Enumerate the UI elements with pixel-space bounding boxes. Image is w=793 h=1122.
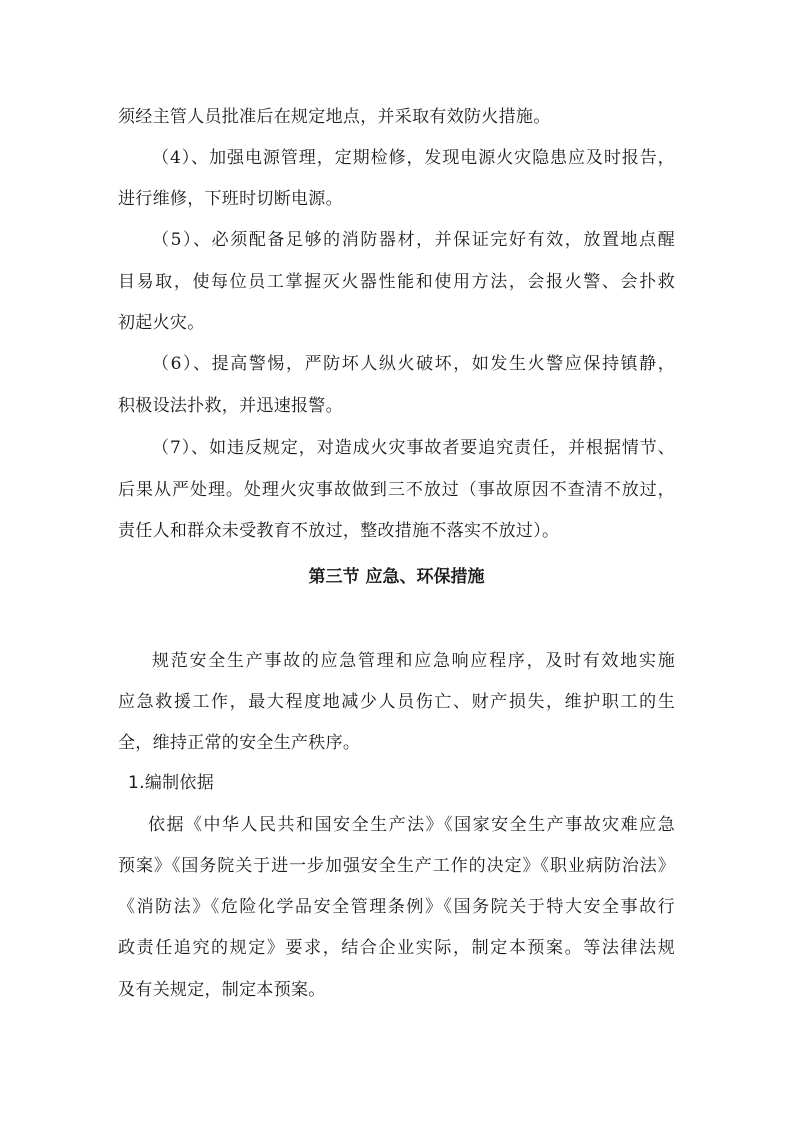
basis-line: 及有关规定，制定本预案。 <box>118 980 326 1000</box>
intro-line: 全，维持正常的安全生产秩序。 <box>118 733 361 753</box>
text-line: 积极设法扑救，并迅速报警。 <box>118 396 343 416</box>
subheading-compilation-basis: 1.编制依据 <box>128 773 215 793</box>
basis-line: 依据《中华人民共和国安全生产法》《国家安全生产事故灾难应急 <box>148 815 675 835</box>
text-line: 目易取，使每位员工掌握灭火器性能和使用方法，会报火警、会扑救 <box>118 272 675 292</box>
basis-line: 预案》《国务院关于进一步加强安全生产工作的决定》《职业病防治法》 <box>118 856 675 876</box>
intro-line: 应急救援工作，最大程度地减少人员伤亡、财产损失，维护职工的生 <box>118 692 675 712</box>
basis-line: 《消防法》《危险化学品安全管理条例》《国务院关于特大安全事故行 <box>118 897 675 917</box>
section-heading: 第三节 应急、环保措施 <box>308 567 485 587</box>
text-line: （4）、加强电源管理，定期检修，发现电源火灾隐患应及时报告， <box>152 148 675 168</box>
text-line: （7）、如违反规定，对造成火灾事故者要追究责任，并根据情节、 <box>152 438 675 458</box>
text-line: 须经主管人员批准后在规定地点，并采取有效防火措施。 <box>118 107 551 127</box>
text-line: 初起火灾。 <box>118 313 205 333</box>
basis-line: 政责任追究的规定》要求，结合企业实际，制定本预案。等法律法规 <box>118 938 675 958</box>
intro-line: 规范安全生产事故的应急管理和应急响应程序，及时有效地实施 <box>152 651 675 671</box>
text-line: 进行维修，下班时切断电源。 <box>118 189 343 209</box>
text-line: （6）、提高警惕，严防坏人纵火破坏，如发生火警应保持镇静， <box>152 354 675 374</box>
text-line: 后果从严处理。处理火灾事故做到三不放过（事故原因不查清不放过， <box>118 480 675 500</box>
text-line: 责任人和群众未受教育不放过，整改措施不落实不放过）。 <box>118 521 560 541</box>
text-line: （5）、必须配备足够的消防器材，并保证完好有效，放置地点醒 <box>152 230 675 250</box>
